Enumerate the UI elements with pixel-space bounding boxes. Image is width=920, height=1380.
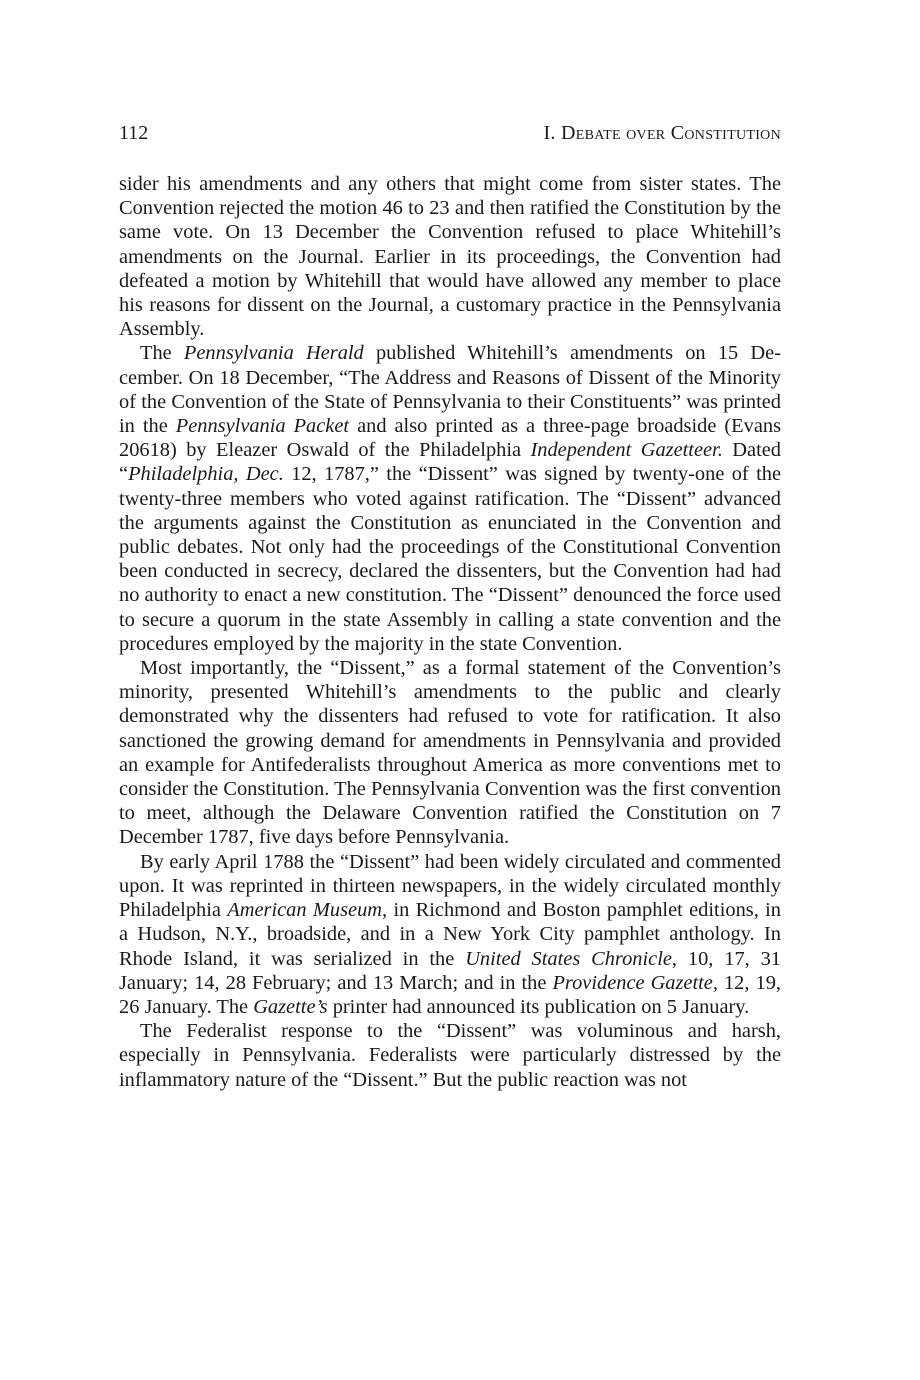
text-run: The [140, 342, 184, 365]
italic-title: American Museum, [227, 899, 388, 922]
book-page [119, 118, 781, 1092]
body-text [119, 172, 781, 1092]
text-run: Most importantly, the “Dissent,” as a formal statement of the Convention’s minority, presented Whitehill’s amendments to the public and clearly demonstrated why the dissenters had refused to vote for ratification. It also sanctioned the growing demand for amendments in Pennsylvania and provided an example for Antifederalists throughout America as more conventions met to consider the Constitution. The Pennsylvania Convention was the first convention to meet, although the Delaware Convention ratified the Constitution on 7 December 1787, five days before Pennsylvania. [119, 657, 781, 849]
text-run: 10, 17, 31 January; 14, 28 February; and 13 March; and in the [119, 947, 782, 994]
paragraph [119, 850, 781, 1019]
paragraph [119, 656, 781, 850]
text-run: 12, 19, 26 January. The [119, 971, 781, 1018]
italic-title: Pennsylvania Herald [183, 342, 364, 365]
italic-title: Gazette’s [253, 995, 328, 1018]
running-title: I. Debate over Constitution [543, 122, 781, 144]
text-run: published Whitehill’s amendments on 15 December. On 18 December, “The Address and Reasons of Dissent of the Minority of the Convention of the State of Pennsylvania to their Constituents” was printed in the [119, 342, 781, 438]
paragraph [119, 172, 781, 341]
text-run: printer had announced its publication on 5 January. [327, 995, 750, 1018]
running-head [119, 118, 781, 148]
text-run: Dated “ [119, 439, 781, 486]
italic-title: United States Chronicle, [465, 947, 678, 970]
text-run: and also printed as a three-page broadside (Evans 20618) by Eleazer Oswald of the Philadelphia [119, 415, 782, 462]
text-run: 12, 1787,” the “Dissent” was signed by twenty-one of the twenty-three members who voted against ratification. The “Dissent” advanced the arguments against the Constitution as enunciated in the Convention and public debates. Not only had the proceedings of the Constitutional Convention been conducted in secrecy, declared the dissenters, but the Convention had had no authority to enact a new constitution. The “Dissent” denounced the force used to secure a quorum in the state Assembly in calling a state convention and the procedures employed by the majority in the state Convention. [119, 463, 781, 655]
italic-title: Philadelphia, Dec. [128, 463, 284, 486]
italic-title: Pennsylvania Packet [175, 415, 350, 438]
text-run: By early April 1788 the “Dissent” had been widely circulated and commented upon. It was reprinted in thirteen newspapers, in the widely circulated monthly Philadelphia [119, 850, 781, 922]
italic-title: Providence Gazette, [552, 971, 718, 994]
text-run: in Richmond and Boston pamphlet editions, in a Hudson, N.Y., broadside, and in a New York City pamphlet anthology. In Rhode Island, it was serialized in the [119, 899, 782, 970]
italic-title: Independent Gazetteer. [530, 439, 723, 462]
paragraph [119, 1019, 781, 1092]
text-run: sider his amendments and any others that might come from sister states. The Convention rejected the motion 46 to 23 and then ratified the Constitution by the same vote. On 13 December the Convention refused to place Whitehill’s amendments on the Journal. Earlier in its proceedings, the Convention had defeated a motion by Whitehill that would have allowed any member to place his reasons for dissent on the Journal, a customary practice in the Pennsylvania Assembly. [119, 173, 781, 341]
page-number: 112 [119, 122, 149, 144]
paragraph [119, 341, 781, 656]
text-run: The Federalist response to the “Dissent” was voluminous and harsh, especially in Pennsylvania. Federalists were particularly distressed by the inflammatory nature of the “Dissent.” But the public reaction was not [119, 1020, 781, 1091]
